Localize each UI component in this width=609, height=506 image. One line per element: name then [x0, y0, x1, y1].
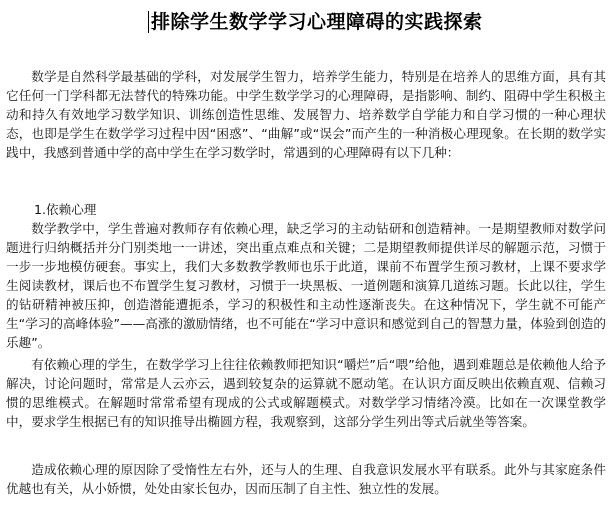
dependence-paragraph-1: 数学教学中，学生普遍对教师存有依赖心理，缺乏学习的主动钻研和创造精神。一是期望教师对数学问题进行归纳概括并分门别类地一一讲述，突出重点难点和关键；二是期望教师提供详尽的解题示范，习惯于一步一步地模仿硬套。事实上，我们大多数教学教师也乐于此道，课前不布置学生预习教材，上课不要求学生阅读教材，课后也不布置学生复习教材，习惯于一块黑板、一道例题和演算几道练习题。长此以往，学生的钻研精神被压抑，创造潜能遭扼杀，学习的积极性和主动性逐渐丧失。在这种情况下，学生就不可能产生“学习的高峰体验”——高涨的激励情绪，也不可能在“学习中意识和感觉到自己的智慧力量，体验到创造的乐趣”。	[6, 221, 606, 350]
section-heading-dependence: 1.依赖心理	[34, 202, 97, 217]
text-cursor	[148, 11, 149, 33]
intro-paragraph: 数学是自然科学最基础的学科，对发展学生智力，培养学生能力，特别是在培养人的思维方面，具有其它任何一门学科都无法替代的特殊功能。中学生数学学习的心理障碍，是指影响、制约、阻碍中学生积极主动和持久有效地学习数学知识、训练创造性思维、发展智力、培养数学自学能力和自学习惯的一种心理状态，也即是学生在数学学习过程中因“困惑”、“曲解”或“误会”而产生的一种消极心理现象。在长期的数学实践中，我感到普通中学的高中学生在学习数学时，常遇到的心理障碍有以下几种：	[6, 69, 606, 160]
dependence-paragraph-3: 造成依赖心理的原因除了受惰性左右外，还与人的生理、自我意识发展水平有联系。此外与其家庭条件优越也有关，从小娇惯，处处由家长包办，因而压制了自主性、独立性的发展。	[6, 462, 606, 496]
document-title: 排除学生数学学习心理障碍的实践探索	[151, 11, 483, 33]
dependence-paragraph-2: 有依赖心理的学生，在数学学习上往往依赖教师把知识“嚼烂”后“喂”给他，遇到难题总是依赖他人给予解决，讨论问题时，常常是人云亦云，遇到较复杂的运算就不愿动笔。在认识方面反映出依赖直观、信赖习惯的思维模式。在解题时常常希望有现成的公式或解题模式。对数学学习情绪冷漠。比如在一次课堂教学中，要求学生根据已有的知识推导出椭圆方程，我观察到，这部分学生列出等式后就坐等答案。	[6, 357, 606, 429]
